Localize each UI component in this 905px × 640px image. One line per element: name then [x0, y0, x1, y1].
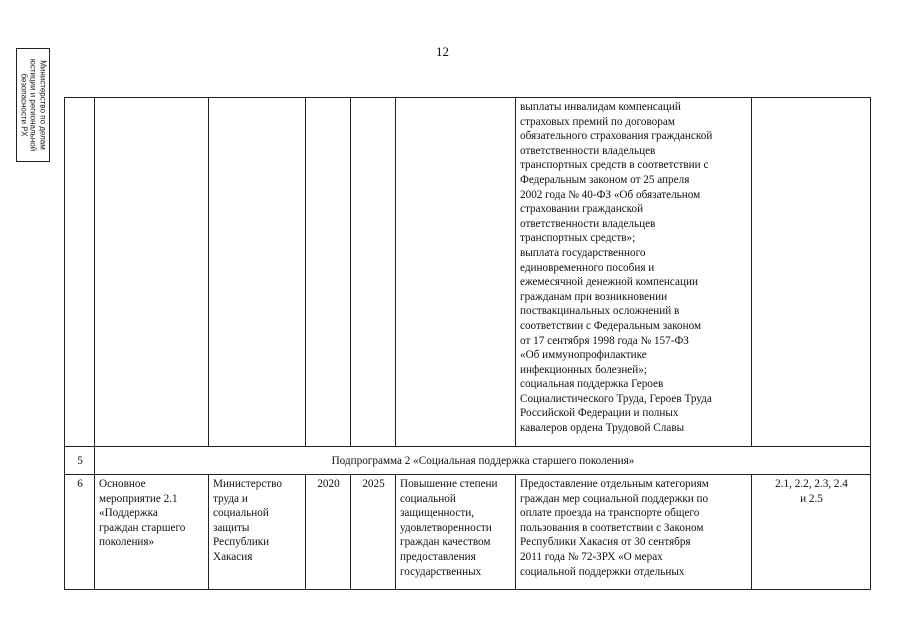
table-row	[65, 447, 871, 475]
table-row	[65, 475, 871, 590]
cell-end	[351, 98, 396, 447]
cell-indicators: 2.1, 2.2, 2.3, 2.4 и 2.5	[752, 475, 871, 590]
cell-num	[65, 98, 95, 447]
cell-name	[95, 98, 209, 447]
page-number: 12	[436, 44, 449, 59]
cell-end: 2025	[351, 475, 396, 590]
cell-measures: Предоставление отдельным категориям граждан мер социальной поддержки по оплате проезда на транспорте общего пользования в соответствии с Законом Республики Хакасия от 30 сентября 2011 года № 72-ЗРХ «О мерах социальной поддержки отдельных	[516, 475, 752, 590]
stamp-text: Министерство по делам юстиции и региональной безопасности РХ	[19, 58, 48, 152]
cell-num: 6	[65, 475, 95, 590]
cell-num: 5	[65, 447, 95, 475]
table-row	[65, 98, 871, 447]
cell-result: Повышение степени социальной защищенности, удовлетворенности граждан качеством предоставления государственных	[396, 475, 516, 590]
cell-indicators	[752, 98, 871, 447]
program-table	[64, 97, 871, 590]
cell-start: 2020	[306, 475, 351, 590]
cell-measures: выплаты инвалидам компенсаций страховых премий по договорам обязательного страхования гражданской ответственности владельцев транспортных средств в соответствии с Федеральным законом от 25 апреля 2002 года № 40-ФЗ «Об обязательном страховании гражданской ответственности владельцев транспортных средств»; выплата государственного единовременного пособия и ежемесячной денежной компенсации гражданам при возникновении поствакцинальных осложнений в соответствии с Федеральным законом от 17 сентября 1998 года № 157-ФЗ «Об иммунопрофилактике инфекционных болезней»; социальная поддержка Героев Социалистического Труда, Героев Труда Российской Федерации и полных кавалеров ордена Трудовой Славы	[516, 98, 752, 447]
cell-name: Основное мероприятие 2.1 «Поддержка граждан старшего поколения»	[95, 475, 209, 590]
cell-executor	[209, 98, 306, 447]
cell-start	[306, 98, 351, 447]
cell-executor: Министерство труда и социальной защиты Республики Хакасия	[209, 475, 306, 590]
cell-result	[396, 98, 516, 447]
stamp	[16, 48, 50, 162]
subprogram-title: Подпрограмма 2 «Социальная поддержка старшего поколения»	[95, 447, 871, 475]
